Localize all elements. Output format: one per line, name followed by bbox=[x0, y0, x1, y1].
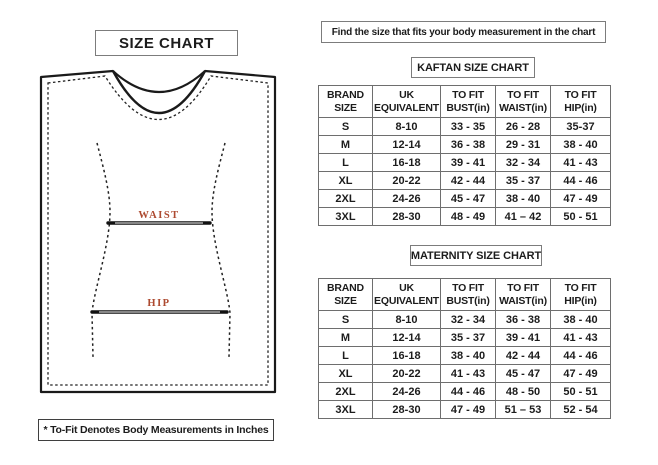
size-cell: 16-18 bbox=[373, 154, 441, 172]
size-cell: 48 - 49 bbox=[441, 208, 496, 226]
size-cell: 47 - 49 bbox=[551, 365, 611, 383]
column-header: UK EQUIVALENT bbox=[373, 279, 441, 311]
size-cell: 50 - 51 bbox=[551, 383, 611, 401]
size-cell: 12-14 bbox=[373, 329, 441, 347]
instruction-banner: Find the size that fits your body measurement in the chart bbox=[321, 21, 606, 43]
size-row bbox=[319, 190, 611, 208]
size-cell: 41 – 42 bbox=[496, 208, 551, 226]
size-cell: 47 - 49 bbox=[551, 190, 611, 208]
body-silhouette-right bbox=[212, 143, 230, 357]
size-row bbox=[319, 401, 611, 419]
size-cell: 33 - 35 bbox=[441, 118, 496, 136]
size-cell: S bbox=[319, 118, 373, 136]
hip-label: HIP bbox=[147, 298, 171, 309]
size-cell: 38 - 40 bbox=[496, 190, 551, 208]
size-cell: 24-26 bbox=[373, 190, 441, 208]
size-cell: 44 - 46 bbox=[551, 172, 611, 190]
column-header: BRAND SIZE bbox=[319, 279, 373, 311]
size-cell: 20-22 bbox=[373, 365, 441, 383]
size-cell: XL bbox=[319, 172, 373, 190]
size-cell: 38 - 40 bbox=[441, 347, 496, 365]
size-row bbox=[319, 347, 611, 365]
size-cell: S bbox=[319, 311, 373, 329]
size-cell: 38 - 40 bbox=[551, 311, 611, 329]
size-cell: M bbox=[319, 329, 373, 347]
size-cell: 41 - 43 bbox=[551, 154, 611, 172]
size-cell: 35 - 37 bbox=[441, 329, 496, 347]
kaftan-table-title: KAFTAN SIZE CHART bbox=[411, 57, 535, 78]
column-header: TO FIT BUST(in) bbox=[441, 279, 496, 311]
body-silhouette-left bbox=[92, 143, 110, 357]
size-cell: L bbox=[319, 347, 373, 365]
header-row bbox=[319, 279, 611, 311]
size-cell: 44 - 46 bbox=[441, 383, 496, 401]
size-cell: 51 – 53 bbox=[496, 401, 551, 419]
size-row bbox=[319, 172, 611, 190]
size-cell: 3XL bbox=[319, 401, 373, 419]
size-cell: 24-26 bbox=[373, 383, 441, 401]
size-cell: M bbox=[319, 136, 373, 154]
size-cell: 32 - 34 bbox=[441, 311, 496, 329]
size-row bbox=[319, 383, 611, 401]
size-cell: 41 - 43 bbox=[441, 365, 496, 383]
column-header: UK EQUIVALENT bbox=[373, 86, 441, 118]
size-cell: 28-30 bbox=[373, 401, 441, 419]
size-cell: 28-30 bbox=[373, 208, 441, 226]
column-header: BRAND SIZE bbox=[319, 86, 373, 118]
size-chart-title: SIZE CHART bbox=[95, 30, 238, 56]
size-cell: 39 - 41 bbox=[496, 329, 551, 347]
size-cell: 44 - 46 bbox=[551, 347, 611, 365]
size-cell: 36 - 38 bbox=[441, 136, 496, 154]
kaftan-size-table bbox=[318, 85, 611, 226]
maternity-size-table bbox=[318, 278, 611, 419]
garment-diagram bbox=[30, 62, 290, 407]
size-cell: 39 - 41 bbox=[441, 154, 496, 172]
size-cell: 45 - 47 bbox=[441, 190, 496, 208]
size-cell: 50 - 51 bbox=[551, 208, 611, 226]
size-cell: 38 - 40 bbox=[551, 136, 611, 154]
size-cell: 47 - 49 bbox=[441, 401, 496, 419]
garment-outline bbox=[41, 71, 275, 392]
size-cell: L bbox=[319, 154, 373, 172]
size-cell: 8-10 bbox=[373, 118, 441, 136]
size-cell: 8-10 bbox=[373, 311, 441, 329]
size-cell: 48 - 50 bbox=[496, 383, 551, 401]
size-row bbox=[319, 118, 611, 136]
size-cell: 26 - 28 bbox=[496, 118, 551, 136]
waist-label: WAIST bbox=[138, 210, 180, 221]
size-row bbox=[319, 311, 611, 329]
size-cell: 42 - 44 bbox=[441, 172, 496, 190]
size-row bbox=[319, 365, 611, 383]
column-header: TO FIT WAIST(in) bbox=[496, 86, 551, 118]
size-row bbox=[319, 136, 611, 154]
size-cell: 16-18 bbox=[373, 347, 441, 365]
size-cell: 42 - 44 bbox=[496, 347, 551, 365]
column-header: TO FIT HIP(in) bbox=[551, 279, 611, 311]
size-cell: 2XL bbox=[319, 190, 373, 208]
size-cell: 32 - 34 bbox=[496, 154, 551, 172]
size-cell: 45 - 47 bbox=[496, 365, 551, 383]
size-cell: 2XL bbox=[319, 383, 373, 401]
size-cell: 12-14 bbox=[373, 136, 441, 154]
header-row bbox=[319, 86, 611, 118]
size-cell: 35-37 bbox=[551, 118, 611, 136]
size-cell: 41 - 43 bbox=[551, 329, 611, 347]
size-cell: 29 - 31 bbox=[496, 136, 551, 154]
maternity-table-title: MATERNITY SIZE CHART bbox=[410, 245, 542, 266]
to-fit-footnote: * To-Fit Denotes Body Measurements in Inches bbox=[38, 419, 274, 441]
size-cell: 20-22 bbox=[373, 172, 441, 190]
stitch-line bbox=[48, 76, 268, 385]
size-cell: 52 - 54 bbox=[551, 401, 611, 419]
column-header: TO FIT HIP(in) bbox=[551, 86, 611, 118]
size-cell: 36 - 38 bbox=[496, 311, 551, 329]
size-row bbox=[319, 329, 611, 347]
column-header: TO FIT WAIST(in) bbox=[496, 279, 551, 311]
size-row bbox=[319, 208, 611, 226]
size-cell: XL bbox=[319, 365, 373, 383]
column-header: TO FIT BUST(in) bbox=[441, 86, 496, 118]
size-row bbox=[319, 154, 611, 172]
size-cell: 3XL bbox=[319, 208, 373, 226]
size-cell: 35 - 37 bbox=[496, 172, 551, 190]
